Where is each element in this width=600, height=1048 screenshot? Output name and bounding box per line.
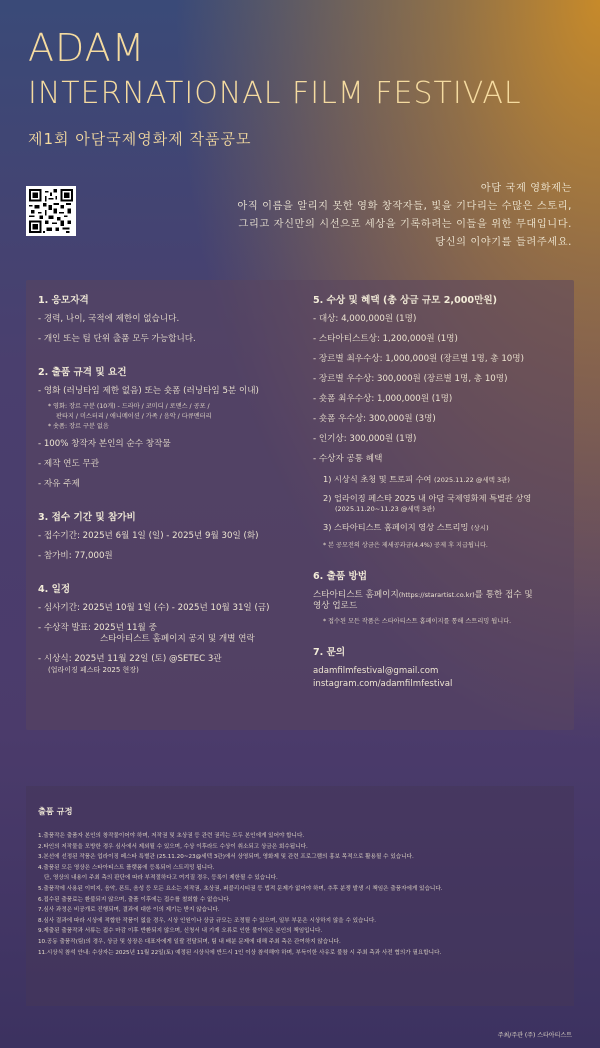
method-text: 스타아티스트 홈페이지 xyxy=(313,590,399,600)
note-line: * 영화: 장르 구분 (10개) - 드라마 / 코미디 / 로맨스 / 공포 / xyxy=(48,403,210,410)
method-text: 영상 업로드 xyxy=(313,601,358,611)
list-item: - 심사기간: 2025년 10월 1일 (수) - 2025년 10월 31일 (금) xyxy=(38,603,270,613)
intro-line: 당신의 이야기를 들려주세요. xyxy=(435,237,572,248)
rule-item: 3.본선에 선정된 작품은 업라이징 페스타 특별관 (25.11.20~23@세텍 3관)에서 상영되며, 영화제 및 관련 프로그램의 홍보 목적으로 활용될 수 있습니다. xyxy=(38,854,414,861)
intro-line: 아직 이름을 알리지 못한 영화 창작자들, 빛을 기다리는 수많은 스토리, xyxy=(237,201,572,212)
rule-item: 9.제출된 출품작과 서류는 접수 마감 이후 반환되지 않으며, 신청서 내 기재 오류로 인한 불이익은 본인의 책임입니다. xyxy=(38,928,323,935)
list-item xyxy=(38,654,306,676)
note-line: 판타지 / 미스터리 / 애니메이션 / 가족 / 음악 / 다큐멘터리 xyxy=(56,413,212,420)
right-column xyxy=(313,292,568,699)
intro-text xyxy=(132,180,572,252)
title-festival: INTERNATIONAL FILM FESTIVAL xyxy=(28,76,522,111)
section-period-title: 3. 접수 기간 및 참가비 xyxy=(38,512,136,523)
note-line: * 숏폼: 장르 구분 없음 xyxy=(48,423,109,430)
list-item: - 참가비: 77,000원 xyxy=(38,551,113,561)
section-awards-title: 5. 수상 및 혜택 (총 상금 규모 2,000만원) xyxy=(313,295,498,306)
rule-item: 8.심사 결과에 따라 시상에 적합한 작품이 없을 경우, 시상 인원이나 상금 규모는 조정될 수 있으며, 일부 부문은 시상하지 않을 수 있습니다. xyxy=(38,917,377,924)
list-item: - 영화 (러닝타임 제한 없음) 또는 숏폼 (러닝타임 5분 이내) xyxy=(38,386,259,396)
title-adam: ADAM xyxy=(28,26,146,70)
list-item: - 장르별 최우수상: 1,000,000원 (장르별 1명, 총 10명) xyxy=(313,354,524,364)
section-specs-title: 2. 출품 규격 및 요건 xyxy=(38,367,127,378)
rules-panel xyxy=(26,786,574,1006)
left-column xyxy=(38,292,306,685)
method-url[interactable]: (https://starartist.co.kr) xyxy=(398,591,475,599)
rule-item: 1.출품작은 출품자 본인의 창작물이어야 하며, 저작권 및 초상권 등 관련 권리는 모두 본인에게 있어야 합니다. xyxy=(38,833,305,839)
benefit-item xyxy=(323,474,568,486)
list-item: - 접수기간: 2025년 6월 1일 (일) - 2025년 9월 30일 (화) xyxy=(38,531,259,541)
benefit-item xyxy=(323,522,568,534)
rule-item: 4.출품된 모든 영상은 스타아티스트 플랫폼에 등록되어 스트리밍 됩니다. xyxy=(38,864,215,871)
item-line: - 수상작 발표: 2025년 11월 중 xyxy=(38,623,157,633)
list-item: - 대상: 4,000,000원 (1명) xyxy=(313,314,417,324)
note xyxy=(48,402,306,432)
page-subtitle: 제1회 아담국제영화제 작품공모 xyxy=(28,130,252,148)
benefit-detail: (상시) xyxy=(470,524,489,532)
benefit-item xyxy=(323,493,568,515)
section-contact-title: 7. 문의 xyxy=(313,647,346,658)
benefit-label: 3) 스타아티스트 홈페이지 영상 스트리밍 xyxy=(323,522,469,532)
benefit-label: 1) 시상식 초청 및 트로피 수여 xyxy=(323,474,432,484)
note: * 본 공모전의 상금은 제세공과금(4.4%) 공제 후 지급됩니다. xyxy=(323,542,488,549)
item-line: 스타아티스트 홈페이지 공지 및 개별 연락 xyxy=(100,634,255,644)
intro-line: 그리고 자신만의 시선으로 세상을 기록하려는 이들을 위한 무대입니다. xyxy=(238,219,572,230)
qr-code-icon[interactable] xyxy=(26,186,76,236)
list-item: - 경력, 나이, 국적에 제한이 없습니다. xyxy=(38,314,180,324)
note: * 접수된 모든 작품은 스타아티스트 홈페이지를 통해 스트리밍 됩니다. xyxy=(323,618,512,625)
list-item xyxy=(38,623,306,645)
info-panel xyxy=(26,280,574,730)
rule-item: 5.출품작에 사용된 이미지, 음악, 폰트, 음성 등 모든 요소는 저작권, 초상권, 퍼블리시티권 등 법적 문제가 없어야 하며, 추후 분쟁 발생 시 책임은 출품자에게 있습니다. xyxy=(38,885,443,892)
list-item: - 자유 주제 xyxy=(38,479,80,489)
benefit-detail: (2025.11.22 @세텍 3관) xyxy=(434,476,510,484)
list-item: - 스타아티스트상: 1,200,000원 (1명) xyxy=(313,334,458,344)
rule-item: 11.시상식 참석 안내: 수상자는 2025년 11월 22일(토) 예정된 시상식에 반드시 1인 이상 참석해야 하며, 부득이한 사유로 불참 시 주최 측과 사전 협의가 필요합니다. xyxy=(38,949,442,956)
rules-title: 출품 규정 xyxy=(38,806,73,816)
footer-organizer: 주최/주관 (주) 스타아티스트 xyxy=(497,1032,572,1039)
rule-item: 6.접수된 출품료는 환불되지 않으며, 출품 이후에는 접수를 철회할 수 없습니다. xyxy=(38,896,231,903)
list-item: - 숏폼 최우수상: 1,000,000원 (1명) xyxy=(313,394,453,404)
list-item: - 장르별 우수상: 300,000원 (장르별 1명, 총 10명) xyxy=(313,374,508,384)
rule-item: 7.심사 과정은 비공개로 진행되며, 결과에 대한 이의 제기는 받지 않습니다. xyxy=(38,907,220,914)
benefit-label: 2) 업라이징 페스타 2025 내 아담 국제영화제 특별관 상영 xyxy=(323,493,532,503)
section-schedule-title: 4. 일정 xyxy=(38,584,71,595)
contact-email-link[interactable]: adamfilmfestival@gmail.com xyxy=(313,666,439,676)
benefit-detail: (2025.11.20~11.23 @세텍 3관) xyxy=(335,505,435,513)
list-item: - 제작 연도 무관 xyxy=(38,459,100,469)
intro-line: 아담 국제 영화제는 xyxy=(480,183,572,194)
rule-item: 2.타인의 저작물을 모방한 경우 심사에서 제외될 수 있으며, 수상 이후라도 수상이 취소되고 상금은 회수됩니다. xyxy=(38,843,308,850)
section-method-title: 6. 출품 방법 xyxy=(313,571,368,582)
method-text: 를 통한 접수 및 xyxy=(474,590,533,600)
item-line: - 시상식: 2025년 11월 22일 (토) @SETEC 3관 xyxy=(38,654,222,664)
contact-instagram-link[interactable]: instagram.com/adamfilmfestival xyxy=(313,679,453,689)
rule-item: 단, 영상의 내용이 주최 측의 판단에 따라 부적절하다고 여겨질 경우, 등록이 제한될 수 있습니다. xyxy=(44,875,278,882)
list-item: - 수상자 공통 혜택 xyxy=(313,454,383,464)
list-item: - 100% 창작자 본인의 순수 창작물 xyxy=(38,439,171,449)
rule-item: 10.공동 출품작(팀)의 경우, 상금 및 상장은 대표자에게 일괄 전달되며, 팀 내 배분 문제에 대해 주최 측은 관여하지 않습니다. xyxy=(38,938,341,945)
list-item: - 숏폼 우수상: 300,000원 (3명) xyxy=(313,414,436,424)
item-line: (업라이징 페스타 2025 현장) xyxy=(48,666,139,674)
list-item xyxy=(313,590,568,612)
section-eligibility-title: 1. 응모자격 xyxy=(38,295,89,306)
list-item: - 인기상: 300,000원 (1명) xyxy=(313,434,417,444)
list-item: - 개인 또는 팀 단위 출품 모두 가능합니다. xyxy=(38,334,196,344)
